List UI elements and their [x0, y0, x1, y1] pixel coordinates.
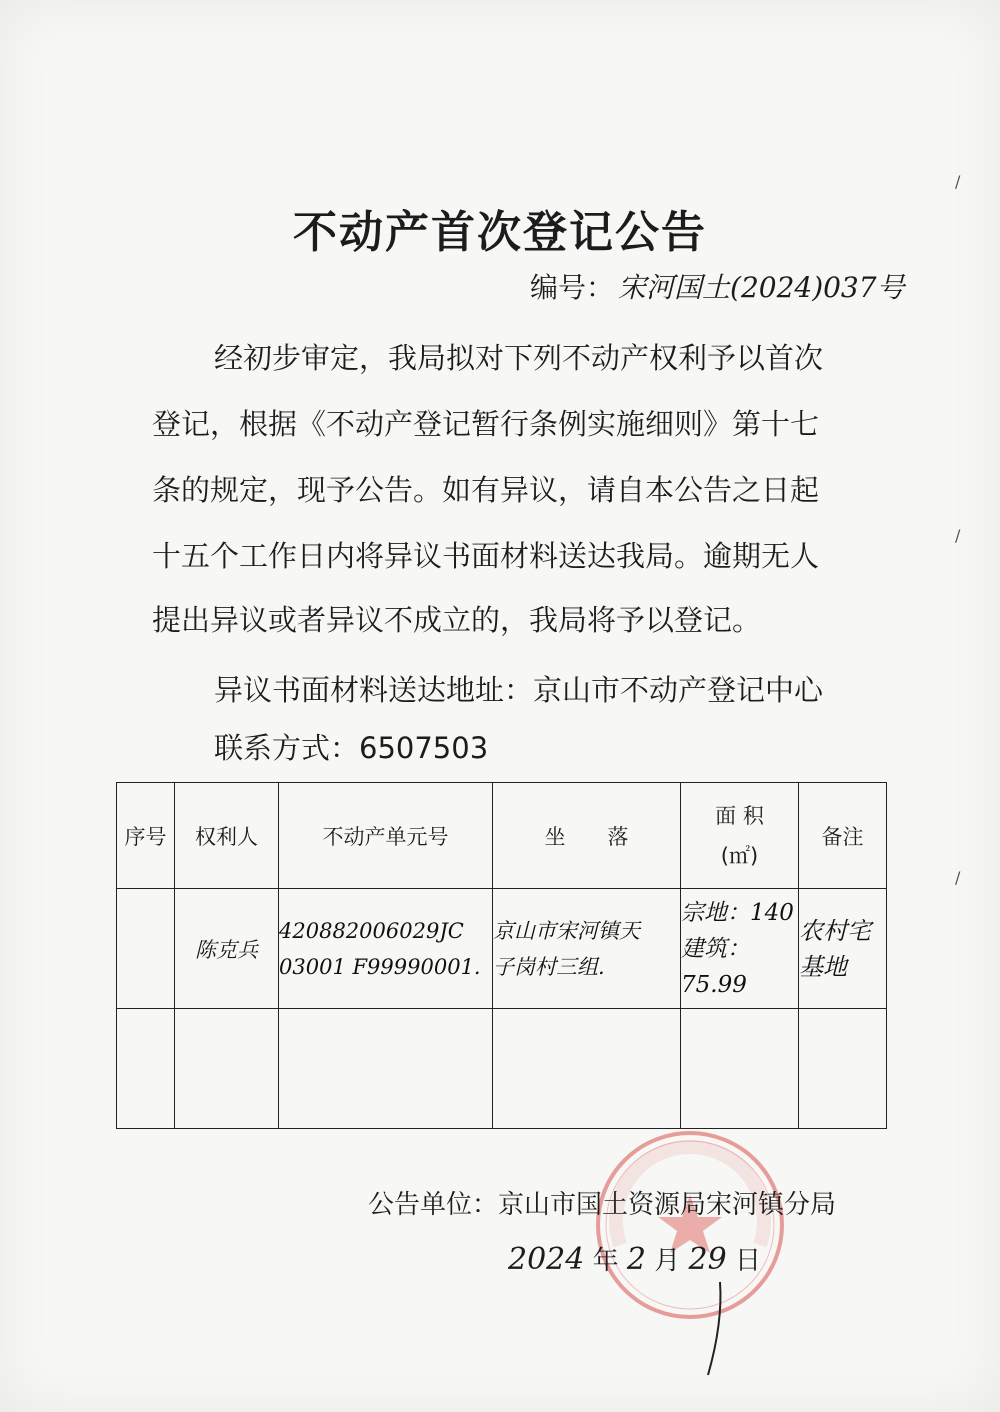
note-line-2: 基地 [799, 952, 847, 981]
serial-label: 编号： [530, 271, 615, 304]
page-title: 不动产首次登记公告 [293, 207, 707, 258]
empty-cell [799, 1009, 887, 1129]
date-year-unit: 年 [592, 1246, 619, 1276]
body-line-1: 经初步审定，我局拟对下列不动产权利予以首次 [214, 341, 824, 375]
header-location: 坐 落 [493, 783, 681, 889]
serial-value: 宋河国土(2024)037号 [618, 271, 905, 304]
date-month: 2 [626, 1242, 646, 1277]
date-line [508, 1240, 761, 1277]
empty-cell [493, 1009, 681, 1129]
table-header-row [117, 783, 887, 889]
table-row-empty [117, 1009, 887, 1129]
empty-cell [117, 1009, 175, 1129]
body-line-2: 登记，根据《不动产登记暂行条例实施细则》第十七 [152, 407, 820, 441]
area-land: 宗地：140 [681, 899, 794, 926]
scan-mark: / [955, 868, 961, 887]
pen-stroke [700, 1280, 740, 1380]
unit-no-line-2: 03001 F99990001. [279, 954, 481, 979]
cell-owner: 陈克兵 [175, 889, 279, 1009]
unit-no-line-1: 420882006029JC [279, 918, 464, 943]
empty-cell [279, 1009, 493, 1129]
cell-unit-no [279, 889, 493, 1009]
address-line: 异议书面材料送达地址：京山市不动产登记中心 [214, 673, 824, 707]
scan-mark: / [955, 172, 961, 191]
cell-location [493, 889, 681, 1009]
area-building: 建筑：75.99 [681, 935, 750, 998]
header-area [681, 783, 799, 889]
body-line-5: 提出异议或者异议不成立的，我局将予以登记。 [152, 603, 762, 637]
header-owner: 权利人 [175, 783, 279, 889]
registration-table [116, 782, 887, 1129]
serial-number [530, 266, 905, 306]
cell-area [681, 889, 799, 1009]
date-day: 29 [688, 1242, 727, 1277]
table-row [117, 889, 887, 1009]
location-line-1: 京山市宋河镇天 [493, 918, 640, 943]
header-note: 备注 [799, 783, 887, 889]
empty-cell [175, 1009, 279, 1129]
cell-index [117, 889, 175, 1009]
empty-cell [681, 1009, 799, 1129]
header-area-label: 面 积 [715, 803, 764, 828]
body-line-4: 十五个工作日内将异议书面材料送达我局。逾期无人 [152, 539, 820, 573]
date-month-unit: 月 [654, 1246, 681, 1276]
scan-mark: / [955, 526, 961, 545]
contact-line: 联系方式：6507503 [214, 731, 489, 765]
date-year: 2024 [508, 1242, 585, 1277]
note-line-1: 农村宅 [799, 916, 871, 945]
cell-note [799, 889, 887, 1009]
header-unit-no: 不动产单元号 [279, 783, 493, 889]
date-day-unit: 日 [735, 1246, 762, 1276]
header-area-unit: (㎡) [720, 843, 759, 868]
body-line-3: 条的规定，现予公告。如有异议，请自本公告之日起 [152, 473, 820, 507]
location-line-2: 子岗村三组. [493, 954, 605, 979]
official-seal [590, 1125, 790, 1325]
header-index: 序号 [117, 783, 175, 889]
publisher-line: 公告单位：京山市国土资源局宋河镇分局 [368, 1190, 837, 1220]
